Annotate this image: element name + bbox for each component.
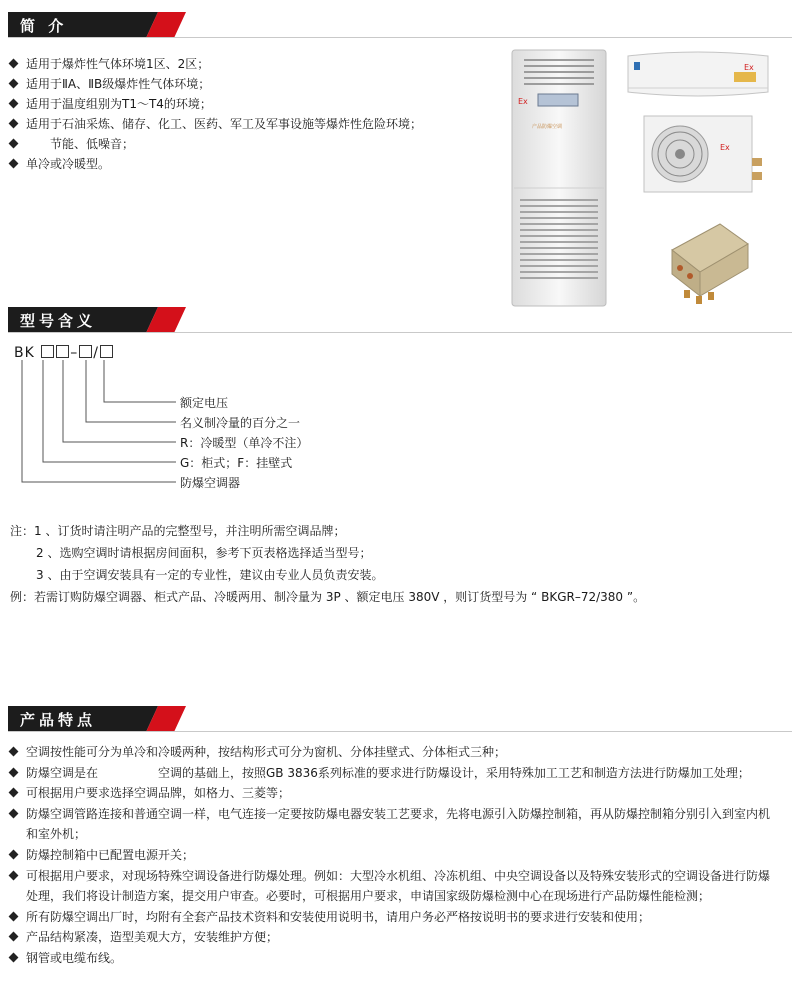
diamond-bullet-icon — [9, 870, 19, 880]
ex-mark: Ex — [518, 97, 528, 106]
note-line: 3 、由于空调安装具有一定的专业性，建议由专业人员负责安装。 — [36, 568, 384, 582]
model-code: BK – / — [14, 345, 114, 361]
list-item: 适用于石油采炼、储存、化工、医药、军工及军事设施等爆炸性危险环境； — [10, 114, 422, 134]
section-title: 产品特点 — [20, 711, 97, 729]
list-item: 适用于爆炸性气体环境1区、2区； — [10, 54, 422, 74]
list-item: 可根据用户要求，对现场特殊空调设备进行防爆处理。例如：大型冷水机组、冷冻机组、中央空调设备以及特殊安装形式的空调设备进行防爆处理，我们将设计制造方案，提交用户审查。必要时，可根据用户要求，申请国家级防爆检测中心在现场进行产品防爆性能检测； — [10, 866, 780, 907]
model-label-product: 防爆空调器 — [180, 476, 241, 490]
list-item: 可根据用户要求选择空调品牌，如格力、三菱等； — [10, 783, 780, 804]
note-line: 2 、选购空调时请根据房间面积，参考下页表格选择适当型号； — [36, 546, 372, 560]
diamond-bullet-icon — [9, 932, 19, 942]
list-item: 空调按性能可分为单冷和冷暖两种，按结构形式可分为窗机、分体挂壁式、分体柜式三种； — [10, 742, 780, 763]
svg-text:Ex: Ex — [744, 63, 754, 72]
diamond-bullet-icon — [9, 850, 19, 860]
divider — [8, 731, 792, 732]
list-item: 节能、低噪音； — [10, 134, 422, 154]
model-label-capacity: 名义制冷量的百分之一 — [180, 416, 301, 430]
explosion-proof-control-box-image — [660, 210, 756, 306]
model-connector-lines — [0, 0, 200, 500]
model-label-voltage: 额定电压 — [180, 396, 229, 410]
model-prefix: BK — [14, 345, 35, 361]
outdoor-unit-image — [640, 112, 770, 198]
list-item: 所有防爆空调出厂时，均附有全套产品技术资料和安装使用说明书，请用户务必严格按说明书的要求进行安装和使用； — [10, 907, 780, 928]
list-item: 单冷或冷暖型。 — [10, 154, 422, 174]
section-title: 简 介 — [20, 17, 68, 35]
diamond-bullet-icon — [9, 747, 19, 757]
diamond-bullet-icon — [9, 911, 19, 921]
list-item: 产品结构紧凑，造型美观大方，安装维护方便； — [10, 927, 780, 948]
list-item: 钢管或电缆布线。 — [10, 948, 780, 969]
model-label-structure: G：柜式；F：挂壁式 — [180, 456, 293, 470]
list-item: 防爆空调管路连接和普通空调一样，电气连接一定要按防爆电器安装工艺要求，先将电源引入防爆控制箱，再从防爆控制箱分别引入到室内机和室外机； — [10, 804, 780, 845]
list-item: 防爆空调是在 空调的基础上，按照GB 3836系列标准的要求进行防爆设计，采用特殊加工工艺和制造方法进行防爆加工处理； — [10, 763, 780, 784]
order-notes — [10, 520, 645, 608]
features-list — [10, 742, 780, 969]
wall-mounted-ac-image — [624, 48, 772, 104]
svg-text:Ex: Ex — [720, 143, 730, 152]
section-title: 型号含义 — [20, 312, 97, 330]
tower-label: 产品防爆空调 — [532, 124, 563, 130]
diamond-bullet-icon — [9, 952, 19, 962]
floor-standing-ac-image — [510, 48, 610, 310]
model-label-type: R：冷暖型（单冷不注） — [180, 436, 309, 450]
diamond-bullet-icon — [9, 788, 19, 798]
section-header-features — [8, 706, 184, 732]
diamond-bullet-icon — [9, 808, 19, 818]
note-line: 注：1 、订货时请注明产品的完整型号，并注明所需空调品牌； — [10, 524, 346, 538]
list-item: 防爆控制箱中已配置电源开关； — [10, 845, 780, 866]
list-item: 适用于温度组别为T1～T4的环境； — [10, 94, 422, 114]
diamond-bullet-icon — [9, 767, 19, 777]
note-example: 例：若需订购防爆空调器、柜式产品、冷暖两用、制冷量为 3P 、额定电压 380V ，则订货型号为 “ BKGR–72/380 ”。 — [10, 590, 646, 604]
list-item: 适用于ⅡA、ⅡB级爆炸性气体环境； — [10, 74, 422, 94]
